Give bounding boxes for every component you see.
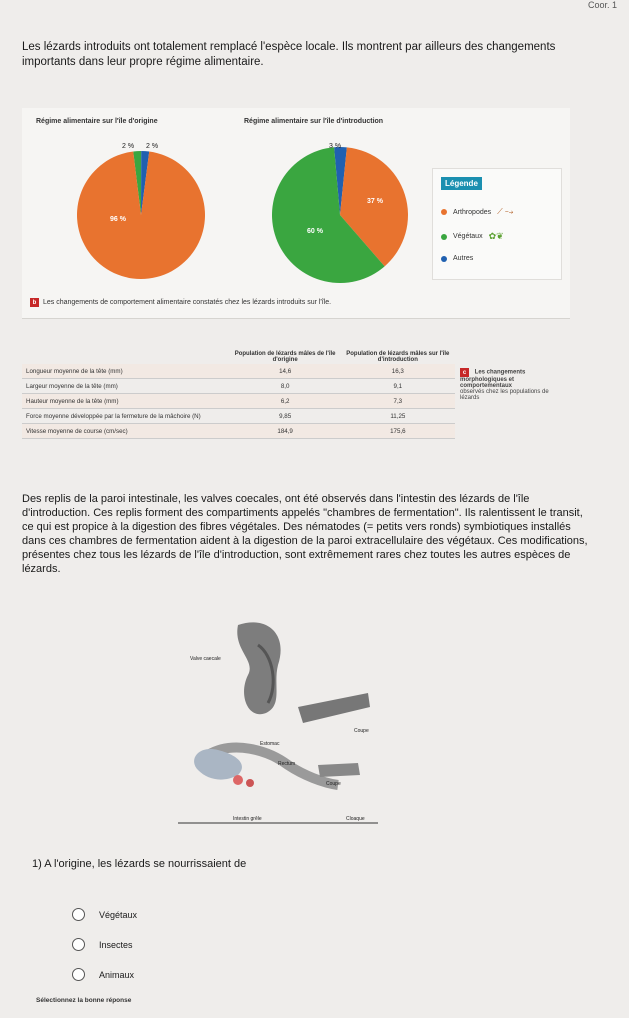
figure-b-badge: b — [30, 298, 39, 307]
label-cloaque: Cloaque — [346, 816, 365, 822]
option-vegetaux[interactable] — [72, 908, 137, 921]
row-label: Hauteur moyenne de la tête (mm) — [22, 394, 230, 409]
option-animaux[interactable] — [72, 968, 134, 981]
colon-section — [298, 693, 370, 723]
question-text: 1) A l'origine, les lézards se nourrissaient de — [32, 858, 247, 870]
stomach-dot-red — [233, 775, 243, 785]
figure-b-caption — [30, 298, 331, 307]
label-valve: Valve caecale — [190, 656, 221, 662]
radio-button[interactable] — [72, 968, 85, 981]
pie2-label-vegetaux: 60 % — [307, 228, 323, 235]
plant-icon: ✿❦ — [488, 231, 504, 241]
pie-chart-introduction — [267, 138, 417, 283]
cell-introduction: 9,1 — [341, 379, 455, 394]
legend-label: Autres — [453, 255, 474, 262]
table-header-empty — [22, 350, 230, 364]
figure-c-text: observés chez les populations de lézards — [460, 389, 549, 401]
figure-b-text: Les changements de comportement alimentaire constatés chez les lézards introduits sur l'île. — [43, 299, 332, 306]
cell-origin: 14,6 — [230, 364, 341, 379]
label-coupe-2: Coupe — [326, 781, 341, 787]
label-estomac: Estomac — [260, 741, 280, 747]
morphology-table — [22, 350, 455, 439]
legend-label: Végétaux — [453, 233, 483, 240]
label-coupe-1: Coupe — [354, 728, 369, 734]
instruction-footer: Sélectionnez la bonne réponse — [36, 997, 132, 1004]
legend-dot-blue — [441, 256, 447, 262]
chart1-title: Régime alimentaire sur l'île d'origine — [36, 118, 158, 125]
label-rectum: Rectum — [278, 761, 296, 767]
stomach-shape — [194, 749, 242, 780]
legend-title: Légende — [441, 177, 482, 190]
legend-item-autres — [441, 255, 473, 262]
cell-origin: 9,85 — [230, 409, 341, 424]
row-label: Force moyenne développée par la fermeture de la mâchoire (N) — [22, 409, 230, 424]
cell-origin: 184,9 — [230, 424, 341, 439]
pie1-label-small-b: 2 % — [146, 143, 159, 150]
table-header-introduction: Population de lézards mâles sur l'île d'introduction — [346, 351, 450, 363]
option-label[interactable]: Insectes — [99, 939, 133, 950]
digestive-drawing — [178, 615, 378, 825]
row-label: Vitesse moyenne de course (cm/sec) — [22, 424, 230, 439]
corner-label: Coor. 1 — [587, 0, 617, 10]
legend-label: Arthropodes — [453, 208, 492, 216]
intro-text: Les lézards introduits ont totalement remplacé l'espèce locale. Ils montrent par ailleurs des changements importants dans leur propre régime alimentaire. — [22, 41, 556, 68]
cell-introduction: 7,3 — [341, 394, 455, 409]
cell-origin: 6,2 — [230, 394, 341, 409]
row-label: Largeur moyenne de la tête (mm) — [22, 379, 230, 394]
option-label[interactable]: Végétaux — [99, 909, 138, 920]
option-insectes[interactable] — [72, 938, 133, 951]
table-row — [22, 409, 455, 424]
legend-item-arthropodes — [441, 207, 513, 217]
insect-icon: ⟋ ⤍ — [497, 207, 514, 216]
legend-dot-orange — [441, 209, 447, 215]
row-label: Longueur moyenne de la tête (mm) — [22, 364, 230, 379]
chart-legend — [432, 168, 562, 280]
diet-chart-panel — [22, 108, 570, 319]
radio-button[interactable] — [72, 938, 85, 951]
figure-c-title: Les changements morphologiques et comportementaux — [460, 369, 526, 389]
pie2-label-autres: 3 % — [329, 143, 342, 150]
table-row — [22, 379, 455, 394]
explanation-paragraph: Des replis de la paroi intestinale, les valves coecales, ont été observés dans l'intestin des lézards de l'île d'introduction. Ces replis forment des compartiments appelés "chambres de fermentation". Ils ralentissent le transit, ce qui est propice à la digestion des fibres végétales. Des nématodes (= petits vers ronds) symbiotiques installés dans ces chambres de fermentation aident à la digestion de la paroi extracellulaire des végétaux. Ces modifications, présentes chez tous les lézards de l'île d'introduction, sont extrêmement rares chez toutes les autres espèces de lézards. — [22, 493, 588, 575]
pie2-label-arthropodes: 37 % — [367, 198, 383, 205]
cell-introduction: 175,6 — [341, 424, 455, 439]
table-header-origin: Population de lézards mâles de l'île d'origine — [234, 351, 336, 363]
legend-item-vegetaux — [441, 231, 504, 242]
option-label[interactable]: Animaux — [99, 969, 135, 980]
figure-c-note — [460, 368, 560, 401]
cell-introduction: 16,3 — [341, 364, 455, 379]
chart2-title: Régime alimentaire sur l'île d'introduction — [244, 118, 384, 125]
label-intestin: Intestin grêle — [233, 816, 262, 822]
table-row — [22, 424, 455, 439]
pie1-label-main: 96 % — [110, 216, 126, 223]
cell-origin: 8,0 — [230, 379, 341, 394]
table-row — [22, 364, 455, 379]
pie-chart-origin — [74, 138, 209, 283]
figure-c-badge: c — [460, 368, 469, 377]
digestive-diagram — [178, 615, 378, 825]
table-row — [22, 394, 455, 409]
cell-introduction: 11,25 — [341, 409, 455, 424]
legend-dot-green — [441, 234, 447, 240]
stomach-dot-red-2 — [246, 779, 254, 787]
rectum-section — [318, 763, 360, 777]
pie1-label-small-a: 2 % — [122, 143, 135, 150]
radio-button[interactable] — [72, 908, 85, 921]
caecum-shape — [237, 622, 280, 714]
